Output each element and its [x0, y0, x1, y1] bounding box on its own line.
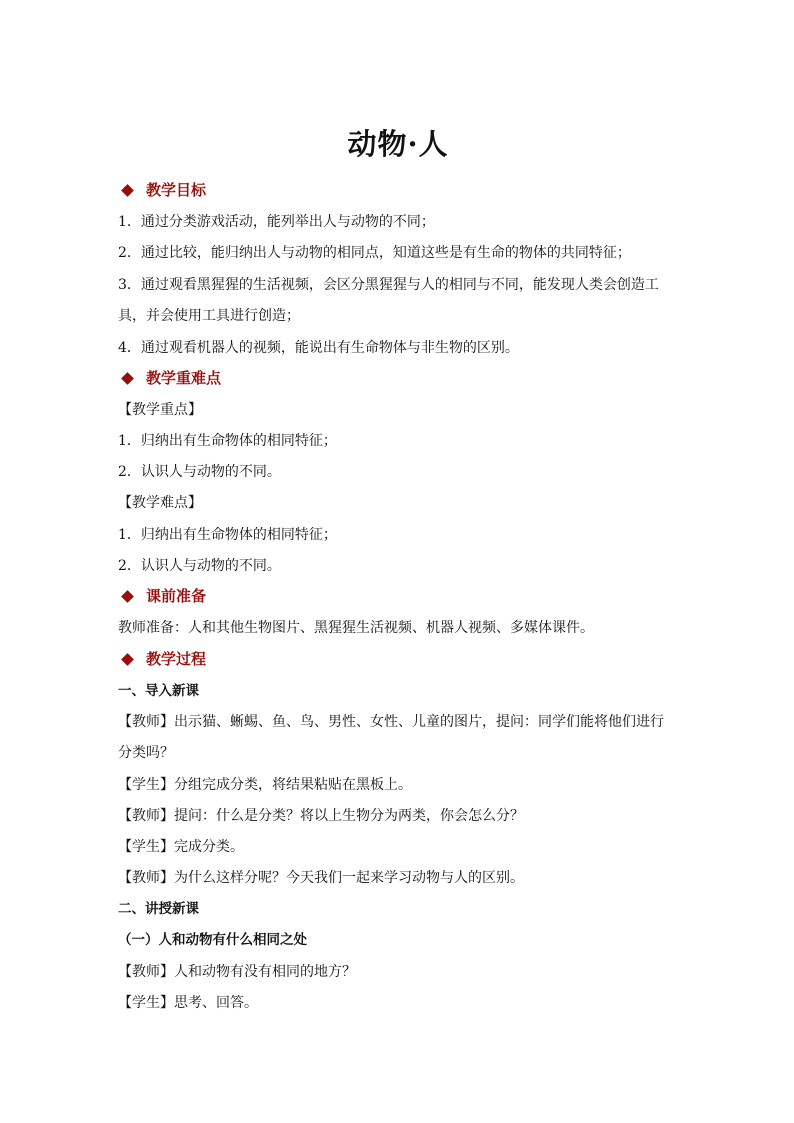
heading-text: 教学过程	[146, 650, 207, 668]
page-title: 动物·人	[347, 127, 449, 161]
focus-item: 2．认识人与动物的不同。	[118, 464, 281, 480]
focus-item: 1．归纳出有生命物体的相同特征；	[118, 433, 337, 449]
dialogue-line: 【教师】人和动物有没有相同的地方？	[118, 964, 356, 980]
objective-item: 2．通过比较，能归纳出人与动物的相同点，知道这些是有生命的物体的共同特征；	[118, 245, 631, 261]
diamond-bullet-icon	[121, 653, 134, 666]
focus-label: 【教学重点】	[118, 402, 202, 418]
preparation-text: 教师准备：人和其他生物图片、黑猩猩生活视频、机器人视频、多媒体课件。	[118, 620, 594, 636]
dialogue-line: 分类吗？	[118, 745, 174, 761]
objective-item: 4．通过观看机器人的视频，能说出有生命物体与非生物的区别。	[118, 340, 519, 356]
difficulty-item: 2．认识人与动物的不同。	[118, 558, 281, 574]
dialogue-line: 【教师】为什么这样分呢？今天我们一起来学习动物与人的区别。	[118, 870, 524, 886]
heading-text: 教学目标	[146, 181, 207, 199]
objective-item: 3．通过观看黑猩猩的生活视频，会区分黑猩猩与人的相同与不同，能发现人类会创造工	[118, 277, 659, 293]
section-heading-process	[118, 650, 206, 668]
heading-text: 教学重难点	[146, 369, 222, 387]
difficulty-item: 1．归纳出有生命物体的相同特征；	[118, 527, 337, 543]
part2-subtitle: （一）人和动物有什么相同之处	[118, 932, 307, 948]
dialogue-line: 【学生】分组完成分类，将结果粘贴在黑板上。	[118, 777, 412, 793]
objective-item: 具，并会使用工具进行创造；	[118, 308, 300, 324]
section-heading-preparation	[118, 587, 206, 605]
diamond-bullet-icon	[121, 184, 134, 197]
heading-text: 课前准备	[146, 587, 207, 605]
objective-item: 1．通过分类游戏活动，能列举出人与动物的不同；	[118, 214, 435, 230]
part1-title: 一、导入新课	[118, 683, 199, 699]
part2-title: 二、讲授新课	[118, 901, 199, 917]
dialogue-line: 【教师】提问：什么是分类？将以上生物分为两类，你会怎么分？	[118, 808, 524, 824]
dialogue-line: 【教师】出示猫、蜥蜴、鱼、鸟、男性、女性、儿童的图片，提问：同学们能将他们进行	[118, 714, 664, 730]
diamond-bullet-icon	[121, 590, 134, 603]
diamond-bullet-icon	[121, 372, 134, 385]
difficulty-label: 【教学难点】	[118, 495, 202, 511]
dialogue-line: 【学生】思考、回答。	[118, 995, 258, 1011]
dialogue-line: 【学生】完成分类。	[118, 839, 244, 855]
section-heading-objectives	[118, 181, 206, 199]
section-heading-key-points	[118, 369, 221, 387]
